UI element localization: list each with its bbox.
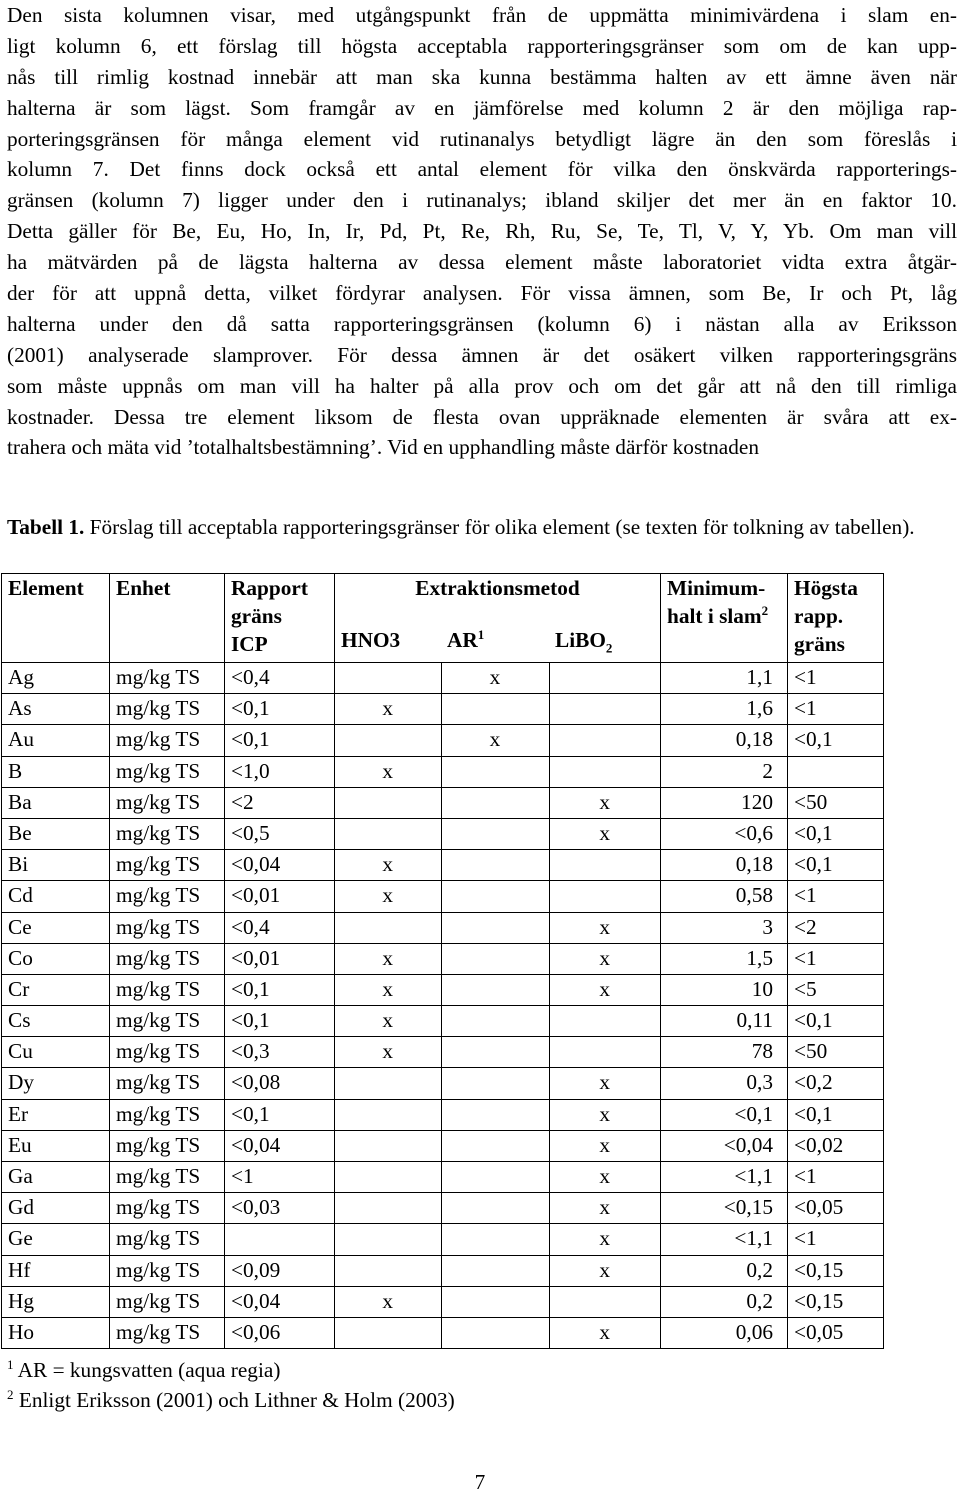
ar-cell: x xyxy=(441,725,549,756)
libo2-cell xyxy=(549,850,661,881)
table-row xyxy=(2,881,884,912)
paragraph-line: halterna är som lägst. Som framgår av en jämförelse med kolumn 2 är den möjliga rap- xyxy=(7,95,957,120)
unit-cell: mg/kg TS xyxy=(110,1037,225,1068)
unit-cell: mg/kg TS xyxy=(110,1286,225,1317)
ar-cell xyxy=(441,1037,549,1068)
libo2-cell: x xyxy=(549,1068,661,1099)
ar-cell xyxy=(441,1193,549,1224)
header-report-limit: Rapport gräns ICP xyxy=(225,574,335,663)
libo2-cell xyxy=(549,881,661,912)
min-content-cell: 1,1 xyxy=(661,663,788,694)
ar-cell xyxy=(441,1068,549,1099)
max-limit-cell xyxy=(788,756,884,787)
unit-cell: mg/kg TS xyxy=(110,787,225,818)
element-cell: B xyxy=(2,756,110,787)
libo2-cell: x xyxy=(549,818,661,849)
element-cell: As xyxy=(2,694,110,725)
element-cell: Co xyxy=(2,943,110,974)
table-row xyxy=(2,1317,884,1348)
element-cell: Hf xyxy=(2,1255,110,1286)
hno3-cell xyxy=(335,663,442,694)
table-row xyxy=(2,1193,884,1224)
max-limit-cell: <0,2 xyxy=(788,1068,884,1099)
table-row xyxy=(2,943,884,974)
max-limit-cell: <0,15 xyxy=(788,1286,884,1317)
max-limit-cell: <0,1 xyxy=(788,1006,884,1037)
icp-limit-cell xyxy=(225,1224,335,1255)
icp-limit-cell: <0,04 xyxy=(225,850,335,881)
min-content-cell: <1,1 xyxy=(661,1162,788,1193)
hno3-cell xyxy=(335,1193,442,1224)
hno3-cell xyxy=(335,1130,442,1161)
header-hno3: HNO3 xyxy=(335,626,442,662)
table-row xyxy=(2,818,884,849)
unit-cell: mg/kg TS xyxy=(110,1255,225,1286)
max-limit-cell: <5 xyxy=(788,974,884,1005)
libo2-cell: x xyxy=(549,974,661,1005)
icp-limit-cell: <0,3 xyxy=(225,1037,335,1068)
min-content-cell: 1,6 xyxy=(661,694,788,725)
element-cell: Ge xyxy=(2,1224,110,1255)
paragraph-line: (2001) analyserade slamprover. För dessa ämnen är det osäkert vilken rapporteringsgräns xyxy=(7,342,957,367)
libo2-cell xyxy=(549,1006,661,1037)
hno3-cell xyxy=(335,912,442,943)
header-element: Element xyxy=(2,574,110,663)
unit-cell: mg/kg TS xyxy=(110,1224,225,1255)
icp-limit-cell: <0,1 xyxy=(225,1099,335,1130)
table-row xyxy=(2,725,884,756)
icp-limit-cell: <0,01 xyxy=(225,881,335,912)
element-cell: Au xyxy=(2,725,110,756)
hno3-cell: x xyxy=(335,694,442,725)
libo2-cell: x xyxy=(549,912,661,943)
icp-limit-cell: <0,4 xyxy=(225,912,335,943)
table-row xyxy=(2,787,884,818)
element-cell: Cr xyxy=(2,974,110,1005)
min-content-cell: 0,06 xyxy=(661,1317,788,1348)
min-content-cell: <0,04 xyxy=(661,1130,788,1161)
libo2-cell: x xyxy=(549,1099,661,1130)
unit-cell: mg/kg TS xyxy=(110,1193,225,1224)
libo2-cell xyxy=(549,694,661,725)
icp-limit-cell: <0,03 xyxy=(225,1193,335,1224)
ar-cell xyxy=(441,1317,549,1348)
table-row xyxy=(2,1286,884,1317)
paragraph-line: ligt kolumn 6, ett förslag till högsta acceptabla rapporteringsgränser som om de kan upp- xyxy=(7,33,957,58)
ar-cell xyxy=(441,881,549,912)
element-cell: Dy xyxy=(2,1068,110,1099)
min-content-cell: 0,18 xyxy=(661,725,788,756)
hno3-cell: x xyxy=(335,943,442,974)
ar-cell xyxy=(441,912,549,943)
unit-cell: mg/kg TS xyxy=(110,974,225,1005)
min-content-cell: 0,18 xyxy=(661,850,788,881)
min-content-cell: 0,2 xyxy=(661,1286,788,1317)
header-max-limit: Högsta rapp. gräns xyxy=(788,574,884,663)
element-cell: Ga xyxy=(2,1162,110,1193)
min-content-cell: 78 xyxy=(661,1037,788,1068)
unit-cell: mg/kg TS xyxy=(110,1317,225,1348)
icp-limit-cell: <0,5 xyxy=(225,818,335,849)
element-cell: Ho xyxy=(2,1317,110,1348)
ar-cell: x xyxy=(441,663,549,694)
hno3-cell: x xyxy=(335,1006,442,1037)
min-content-cell: <0,6 xyxy=(661,818,788,849)
caption-text: Förslag till acceptabla rapporteringsgränser för olika element (se texten för tolkning av tabellen). xyxy=(84,515,915,539)
table-header-row xyxy=(2,574,884,627)
table-row xyxy=(2,912,884,943)
icp-limit-cell: <1,0 xyxy=(225,756,335,787)
ar-cell xyxy=(441,694,549,725)
table-row xyxy=(2,694,884,725)
element-cell: Cu xyxy=(2,1037,110,1068)
max-limit-cell: <1 xyxy=(788,881,884,912)
hno3-cell: x xyxy=(335,756,442,787)
ar-cell xyxy=(441,850,549,881)
ar-cell xyxy=(441,1224,549,1255)
icp-limit-cell: <0,04 xyxy=(225,1130,335,1161)
header-extraction-method: Extraktionsmetod xyxy=(335,574,661,627)
table-row xyxy=(2,850,884,881)
min-content-cell: 0,58 xyxy=(661,881,788,912)
paragraph-line: kostnader. Dessa tre element liksom de flesta ovan uppräknade elementen är svåra att ex- xyxy=(7,404,957,429)
hno3-cell xyxy=(335,1317,442,1348)
unit-cell: mg/kg TS xyxy=(110,912,225,943)
table-row xyxy=(2,1099,884,1130)
hno3-cell xyxy=(335,1255,442,1286)
table-caption xyxy=(7,512,957,543)
limits-table xyxy=(1,573,884,1349)
paragraph-line: porteringsgränsen för många element vid rutinanalys betydligt lägre än den som föreslås i xyxy=(7,126,957,151)
max-limit-cell: <1 xyxy=(788,1162,884,1193)
paragraph-line: trahera och mäta vid ’totalhaltsbestämning’. Vid en upphandling måste därför kostnaden xyxy=(7,435,759,460)
ar-cell xyxy=(441,1099,549,1130)
icp-limit-cell: <2 xyxy=(225,787,335,818)
max-limit-cell: <1 xyxy=(788,1224,884,1255)
max-limit-cell: <0,1 xyxy=(788,850,884,881)
ar-cell xyxy=(441,1006,549,1037)
table-row xyxy=(2,663,884,694)
libo2-cell xyxy=(549,1286,661,1317)
element-cell: Cs xyxy=(2,1006,110,1037)
max-limit-cell: <0,05 xyxy=(788,1193,884,1224)
header-unit: Enhet xyxy=(110,574,225,663)
libo2-cell: x xyxy=(549,1224,661,1255)
element-cell: Ba xyxy=(2,787,110,818)
max-limit-cell: <0,05 xyxy=(788,1317,884,1348)
paragraph-line: der för att uppnå detta, vilket fördyrar analysen. För vissa ämnen, som Be, Ir och Pt, låg xyxy=(7,281,957,306)
ar-cell xyxy=(441,974,549,1005)
max-limit-cell: <1 xyxy=(788,663,884,694)
min-content-cell: 0,11 xyxy=(661,1006,788,1037)
unit-cell: mg/kg TS xyxy=(110,818,225,849)
element-cell: Gd xyxy=(2,1193,110,1224)
table-row xyxy=(2,1006,884,1037)
table-row xyxy=(2,1130,884,1161)
paragraph-line: nås till rimlig kostnad innebär att man ska kunna bestämma halten av ett ämne även när xyxy=(7,64,957,89)
icp-limit-cell: <0,1 xyxy=(225,1006,335,1037)
hno3-cell: x xyxy=(335,881,442,912)
min-content-cell: 10 xyxy=(661,974,788,1005)
min-content-cell: 2 xyxy=(661,756,788,787)
icp-limit-cell: <0,08 xyxy=(225,1068,335,1099)
min-content-cell: 1,5 xyxy=(661,943,788,974)
ar-cell xyxy=(441,1130,549,1161)
header-libo2: LiBO$_2$ xyxy=(549,626,661,662)
max-limit-cell: <50 xyxy=(788,787,884,818)
libo2-cell: x xyxy=(549,787,661,818)
paragraph-line: halterna under den då satta rapporteringsgränsen (kolumn 6) i nästan alla av Eriksson xyxy=(7,311,957,336)
element-cell: Ag xyxy=(2,663,110,694)
icp-limit-cell: <1 xyxy=(225,1162,335,1193)
footnote-2: $^2$ Enligt Eriksson (2001) och Lithner & Holm (2003) xyxy=(7,1386,455,1412)
ar-cell xyxy=(441,818,549,849)
ar-cell xyxy=(441,943,549,974)
unit-cell: mg/kg TS xyxy=(110,850,225,881)
hno3-cell: x xyxy=(335,974,442,1005)
element-cell: Be xyxy=(2,818,110,849)
hno3-cell: x xyxy=(335,1037,442,1068)
unit-cell: mg/kg TS xyxy=(110,881,225,912)
icp-limit-cell: <0,1 xyxy=(225,974,335,1005)
icp-limit-cell: <0,04 xyxy=(225,1286,335,1317)
unit-cell: mg/kg TS xyxy=(110,943,225,974)
unit-cell: mg/kg TS xyxy=(110,756,225,787)
max-limit-cell: <0,1 xyxy=(788,725,884,756)
libo2-cell: x xyxy=(549,1130,661,1161)
ar-cell xyxy=(441,1255,549,1286)
libo2-cell: x xyxy=(549,943,661,974)
max-limit-cell: <50 xyxy=(788,1037,884,1068)
hno3-cell: x xyxy=(335,850,442,881)
unit-cell: mg/kg TS xyxy=(110,1006,225,1037)
icp-limit-cell: <0,1 xyxy=(225,725,335,756)
hno3-cell: x xyxy=(335,1286,442,1317)
table-row xyxy=(2,1162,884,1193)
icp-limit-cell: <0,01 xyxy=(225,943,335,974)
min-content-cell: 0,2 xyxy=(661,1255,788,1286)
libo2-cell: x xyxy=(549,1193,661,1224)
hno3-cell xyxy=(335,1224,442,1255)
element-cell: Er xyxy=(2,1099,110,1130)
table-row xyxy=(2,1037,884,1068)
min-content-cell: 120 xyxy=(661,787,788,818)
max-limit-cell: <0,15 xyxy=(788,1255,884,1286)
libo2-cell: x xyxy=(549,1162,661,1193)
min-content-cell: <0,15 xyxy=(661,1193,788,1224)
header-min-content: Minimum- halt i slam$^2$ xyxy=(661,574,788,663)
max-limit-cell: <0,1 xyxy=(788,818,884,849)
table-row xyxy=(2,1255,884,1286)
min-content-cell: <0,1 xyxy=(661,1099,788,1130)
element-cell: Cd xyxy=(2,881,110,912)
icp-limit-cell: <0,4 xyxy=(225,663,335,694)
ar-cell xyxy=(441,787,549,818)
min-content-cell: 0,3 xyxy=(661,1068,788,1099)
min-content-cell: 3 xyxy=(661,912,788,943)
libo2-cell: x xyxy=(549,1317,661,1348)
libo2-cell xyxy=(549,1037,661,1068)
ar-cell xyxy=(441,756,549,787)
unit-cell: mg/kg TS xyxy=(110,1099,225,1130)
libo2-cell xyxy=(549,663,661,694)
libo2-cell xyxy=(549,756,661,787)
unit-cell: mg/kg TS xyxy=(110,1130,225,1161)
max-limit-cell: <0,1 xyxy=(788,1099,884,1130)
hno3-cell xyxy=(335,725,442,756)
paragraph-line: gränsen (kolumn 7) ligger under den i rutinanalys; ibland skiljer det mer än en faktor 10. xyxy=(7,188,957,213)
libo2-cell xyxy=(549,725,661,756)
paragraph-line: Den sista kolumnen visar, med utgångspunkt från de uppmätta minimivärdena i slam en- xyxy=(7,3,957,27)
min-content-cell: <1,1 xyxy=(661,1224,788,1255)
max-limit-cell: <1 xyxy=(788,943,884,974)
ar-cell xyxy=(441,1162,549,1193)
unit-cell: mg/kg TS xyxy=(110,663,225,694)
element-cell: Hg xyxy=(2,1286,110,1317)
ar-cell xyxy=(441,1286,549,1317)
paragraph-line: kolumn 7. Det finns dock också ett antal element för vilka den önskvärda rapporterings- xyxy=(7,157,957,182)
hno3-cell xyxy=(335,1099,442,1130)
table-row xyxy=(2,1224,884,1255)
hno3-cell xyxy=(335,1068,442,1099)
page-number: 7 xyxy=(474,1470,486,1494)
icp-limit-cell: <0,09 xyxy=(225,1255,335,1286)
unit-cell: mg/kg TS xyxy=(110,694,225,725)
unit-cell: mg/kg TS xyxy=(110,725,225,756)
hno3-cell xyxy=(335,818,442,849)
caption-label: Tabell 1. xyxy=(7,515,85,539)
icp-limit-cell: <0,06 xyxy=(225,1317,335,1348)
table-row xyxy=(2,756,884,787)
max-limit-cell: <0,02 xyxy=(788,1130,884,1161)
element-cell: Eu xyxy=(2,1130,110,1161)
paragraph-line: som måste uppnås om man vill ha halter på alla prov och om det går att nå den till rimliga xyxy=(7,373,957,398)
hno3-cell xyxy=(335,787,442,818)
unit-cell: mg/kg TS xyxy=(110,1068,225,1099)
header-ar: $AR^1$ xyxy=(441,626,549,662)
element-cell: Ce xyxy=(2,912,110,943)
body-paragraph xyxy=(7,0,957,463)
max-limit-cell: <1 xyxy=(788,694,884,725)
table-row xyxy=(2,974,884,1005)
paragraph-line: Detta gäller för Be, Eu, Ho, In, Ir, Pd, Pt, Re, Rh, Ru, Se, Te, Tl, V, Y, Yb. Om man vill xyxy=(7,219,957,244)
libo2-cell: x xyxy=(549,1255,661,1286)
paragraph-line: ha mätvärden på de lägsta halterna av dessa element måste laboratoriet vidta extra åtgär- xyxy=(7,250,957,275)
max-limit-cell: <2 xyxy=(788,912,884,943)
hno3-cell xyxy=(335,1162,442,1193)
unit-cell: mg/kg TS xyxy=(110,1162,225,1193)
element-cell: Bi xyxy=(2,850,110,881)
icp-limit-cell: <0,1 xyxy=(225,694,335,725)
footnote-1: $^1$ AR = kungsvatten (aqua regia) xyxy=(7,1356,281,1382)
table-row xyxy=(2,1068,884,1099)
